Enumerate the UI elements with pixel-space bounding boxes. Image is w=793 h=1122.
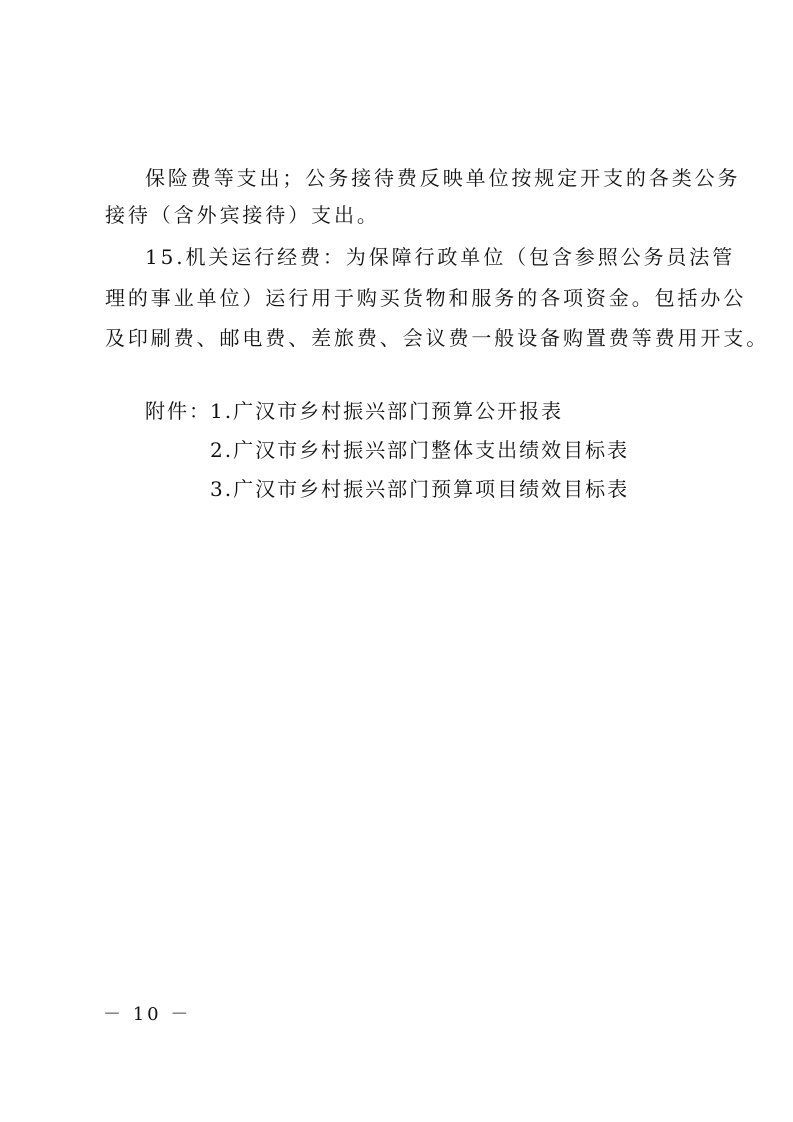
body-line-3: 15.机关运行经费：为保障行政单位（包含参照公务员法管 xyxy=(145,245,736,269)
attachment-item-3: 3.广汉市乡村振兴部门预算项目绩效目标表 xyxy=(210,477,630,501)
body-line-2: 接待（含外宾接待）支出。 xyxy=(105,203,380,227)
attachments-label: 附件： xyxy=(145,399,211,423)
page-number: － 10 － xyxy=(103,1004,192,1025)
body-line-1: 保险费等支出；公务接待费反映单位按规定开支的各类公务 xyxy=(145,166,741,190)
body-line-5: 及印刷费、邮电费、差旅费、会议费一般设备购置费等费用开支。 xyxy=(105,326,770,350)
attachment-item-2: 2.广汉市乡村振兴部门整体支出绩效目标表 xyxy=(210,438,630,462)
attachment-item-1: 1.广汉市乡村振兴部门预算公开报表 xyxy=(210,399,564,423)
body-line-4: 理的事业单位）运行用于购买货物和服务的各项资金。包括办公 xyxy=(105,286,747,310)
